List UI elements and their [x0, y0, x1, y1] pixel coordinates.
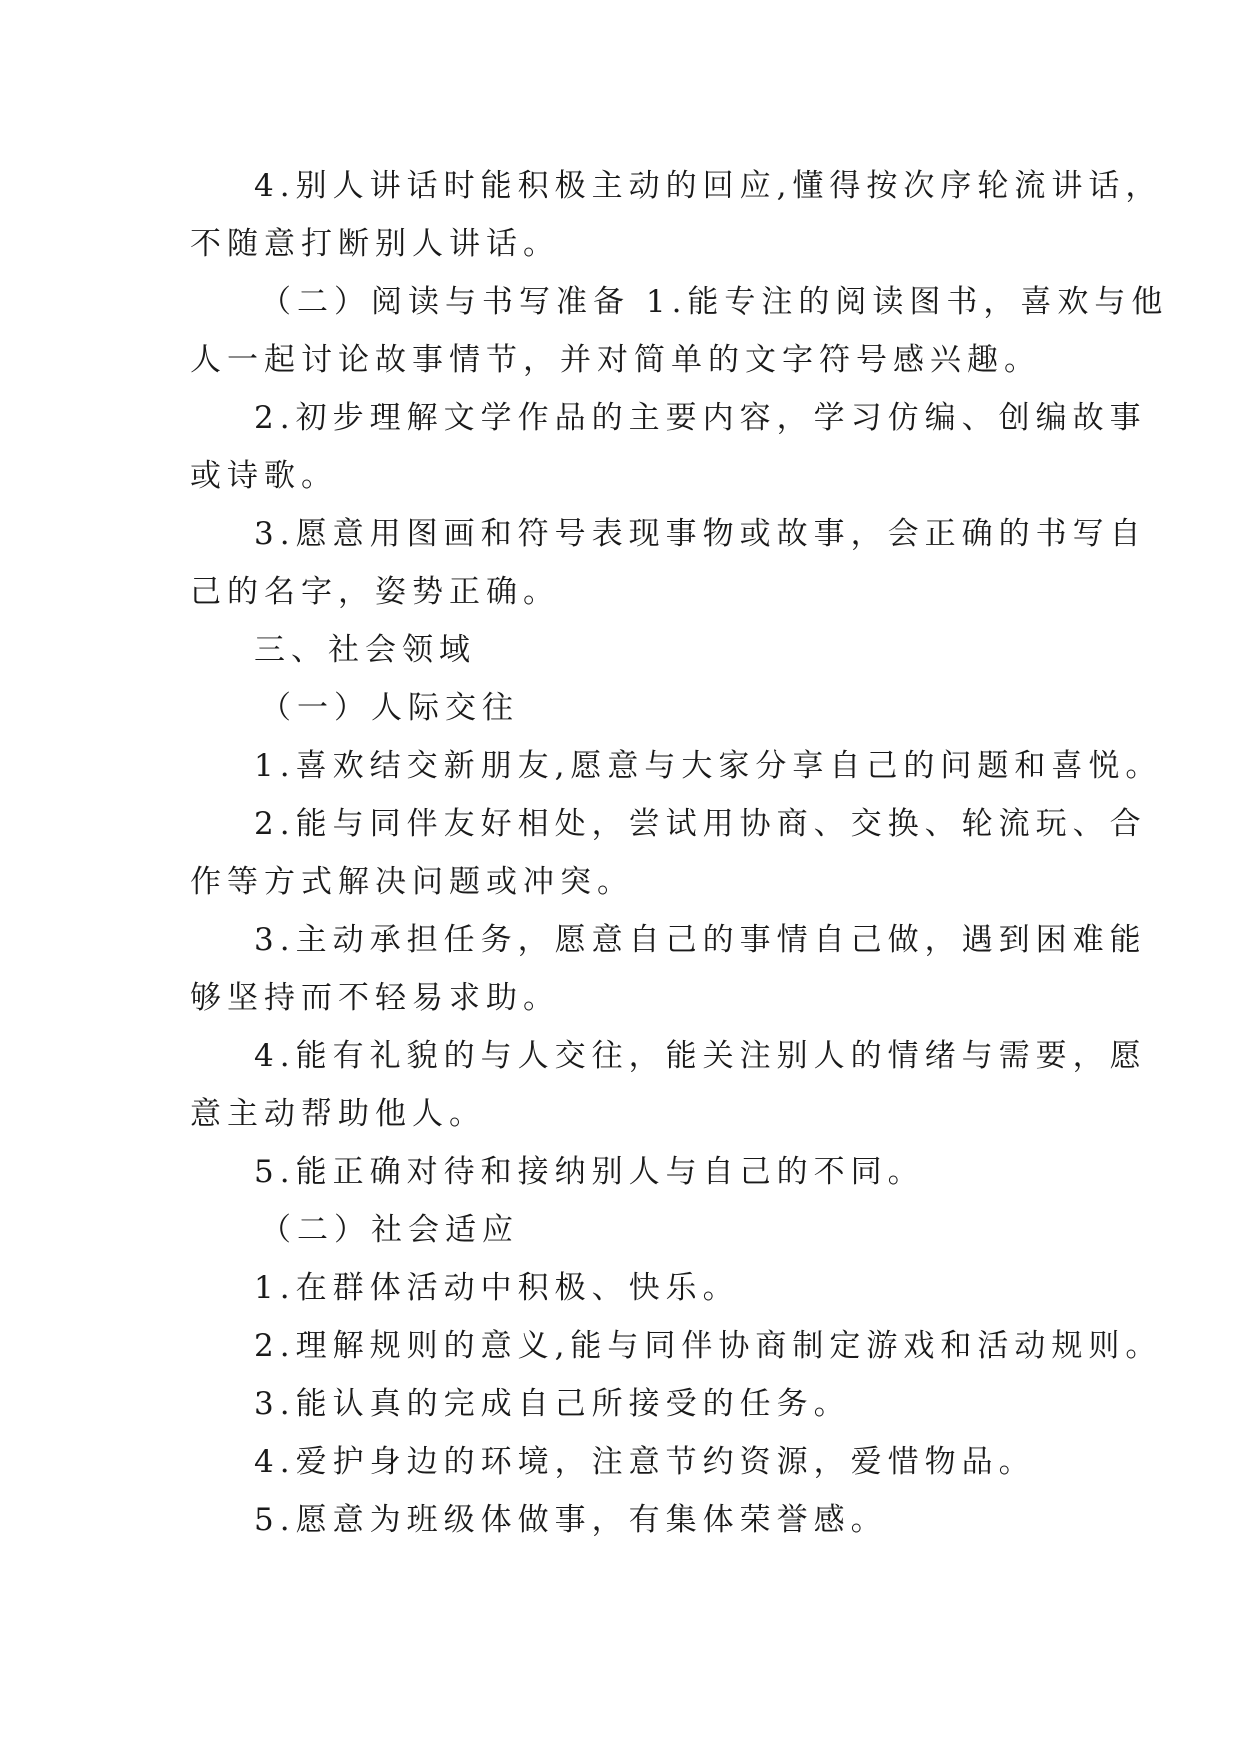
- text-line-12: 2.能与同伴友好相处，尝试用协商、交换、轮流玩、合: [254, 806, 1147, 842]
- text-line-1: 4.别人讲话时能积极主动的回应,懂得按次序轮流讲话，: [254, 168, 1163, 204]
- text-line-21: 2.理解规则的意义,能与同伴协商制定游戏和活动规则。: [254, 1328, 1163, 1364]
- document-body: [190, 157, 1169, 1549]
- text-line-16: 4.能有礼貌的与人交往，能关注别人的情绪与需要，愿: [254, 1038, 1147, 1074]
- subsection-heading-interpersonal: （一）人际交往: [260, 690, 519, 726]
- text-line-8: 己的名字，姿势正确。: [190, 574, 560, 610]
- text-line-5: 2.初步理解文学作品的主要内容，学习仿编、创编故事: [254, 400, 1147, 436]
- text-line-13: 作等方式解决问题或冲突。: [190, 864, 634, 900]
- text-line-14: 3.主动承担任务，愿意自己的事情自己做，遇到困难能: [254, 922, 1147, 958]
- text-line-11: 1.喜欢结交新朋友,愿意与大家分享自己的问题和喜悦。: [254, 748, 1163, 784]
- text-line-3: （二）阅读与书写准备 1.能专注的阅读图书，喜欢与他: [260, 284, 1169, 320]
- text-line-23: 4.爱护身边的环境，注意节约资源，爱惜物品。: [254, 1444, 1036, 1480]
- text-line-4: 人一起讨论故事情节，并对简单的文字符号感兴趣。: [190, 342, 1041, 378]
- text-line-6: 或诗歌。: [190, 458, 338, 494]
- text-line-22: 3.能认真的完成自己所接受的任务。: [254, 1386, 851, 1422]
- subsection-heading-adaptation: （二）社会适应: [260, 1212, 519, 1248]
- text-line-18: 5.能正确对待和接纳别人与自己的不同。: [254, 1154, 925, 1190]
- text-line-7: 3.愿意用图画和符号表现事物或故事，会正确的书写自: [254, 516, 1147, 552]
- text-line-20: 1.在群体活动中积极、快乐。: [254, 1270, 740, 1306]
- section-heading-social: 三、社会领域: [254, 632, 476, 668]
- text-line-17: 意主动帮助他人。: [190, 1096, 486, 1132]
- text-line-24: 5.愿意为班级体做事，有集体荣誉感。: [254, 1502, 888, 1538]
- text-line-2: 不随意打断别人讲话。: [190, 226, 560, 262]
- text-line-15: 够坚持而不轻易求助。: [190, 980, 560, 1016]
